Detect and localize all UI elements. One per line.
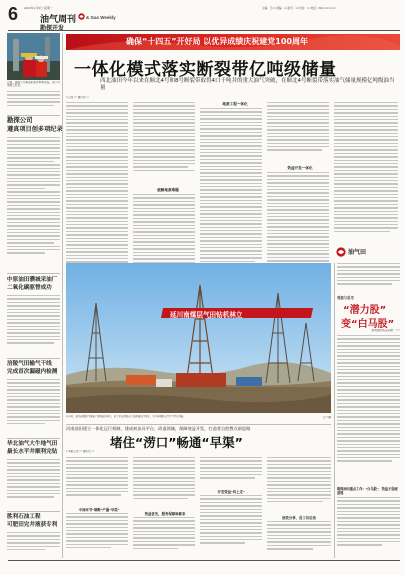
- story5-subhead: 可肥田完井液获专利: [7, 522, 58, 528]
- paper-name: 油气周刊: [40, 15, 77, 25]
- lower-col-3: [200, 457, 262, 487]
- lower-subhead-3: 开发效益“向上走”: [217, 490, 245, 494]
- lead-headline: 一体化模式落实断裂带亿吨级储量: [74, 60, 337, 80]
- main-photo: [66, 263, 331, 413]
- photo-credit: 石××摄: [322, 416, 331, 419]
- lower-col-4b: [267, 521, 331, 558]
- lead-byline: □ 记者 ×× 通讯员 ××: [66, 96, 89, 99]
- lower-body: [66, 455, 331, 558]
- divider: [7, 358, 60, 359]
- story1-subhead: 遵真项目创多项纪录: [7, 126, 63, 133]
- story2-headline: 中原油田濮城采油厂: [7, 277, 58, 283]
- story5-body: [7, 532, 60, 558]
- right-column: [337, 263, 400, 558]
- lead-col-4: [267, 102, 329, 164]
- essay-byline: 胜利油田孤岛采油厂 ×××: [371, 329, 400, 332]
- left-column: [7, 33, 63, 558]
- lead-section-2: 地质工程一体化: [222, 102, 248, 106]
- essay-body-2: [337, 497, 400, 558]
- right-top-headline: 油气田: [348, 249, 367, 256]
- lower-col-4: [267, 457, 331, 513]
- story3-body: [7, 379, 60, 437]
- lead-col-1: [66, 102, 128, 290]
- lower-subhead-1: 中间环节“堵断”产量“早渠”: [78, 508, 120, 512]
- story2-body: [7, 295, 60, 357]
- story1-headline: 勘探公司: [7, 117, 33, 124]
- sinopec-logo-icon: [336, 247, 346, 257]
- essay-body: [337, 335, 400, 485]
- essay-kicker: 勘探油田重点工作：“白马股”，效益才是硬道理: [337, 487, 398, 495]
- lead-section-1: 破解地质难题: [157, 188, 179, 192]
- lead-col-2: [133, 102, 195, 186]
- lower-col-2: [133, 457, 195, 509]
- masthead-rule: [8, 30, 400, 31]
- lower-col-1b: [66, 513, 128, 558]
- section-name: 勘探开发: [40, 25, 65, 32]
- lead-col-5: [334, 102, 398, 262]
- essay-title-top: “潜力股”: [343, 305, 387, 316]
- lower-subhead-4: 放效分享，员工有后劲: [282, 516, 316, 520]
- lower-subhead-2: 效益优先，服务保障谁都来: [144, 512, 186, 516]
- weekly-tag: & Gas Weekly: [86, 15, 116, 20]
- sinopec-logo-icon: [78, 13, 85, 20]
- page-number: 6: [8, 4, 19, 24]
- story5-headline: 胜利石油工程: [7, 514, 41, 520]
- footer-rule: [8, 560, 400, 561]
- divider: [66, 424, 331, 425]
- divider: [7, 438, 60, 439]
- story4-subhead: 最长水平井顺利完钻: [7, 449, 58, 455]
- editor-line: 主编：王×× 责编：×× 版式：×× 校对：×× 电话：010-××××××××: [262, 7, 336, 10]
- lower-col-1: [66, 457, 128, 505]
- left-photo-caption-lines: [7, 91, 60, 113]
- lead-section-3: 效益开发一体化: [287, 166, 313, 170]
- photo-caption-body: 2月4日，延川南煤层气田施工现场钻机林立，员工正在紧张有序地开展钻井作业，为今年增储上产打下坚实基础。: [66, 415, 186, 418]
- lower-byline: □ 本报记者 ×× 通讯员 ××: [66, 450, 95, 453]
- divider: [7, 273, 60, 274]
- lower-col-3b: [200, 495, 262, 558]
- lower-kicker: 河南油田建立一体化运行机制，建成初步具平台，改造领域，保障效益开发，打造者自挖教点新思路: [66, 426, 251, 431]
- lead-subhead: 西北油田今年以来在顺北4号和8号断裂带取得4口千吨井的重大油气突破，在顺北4号断裂带落实油气储量规模亿吨级油当量: [100, 78, 395, 92]
- story3-subhead: 完成首次漏磁内检测: [7, 369, 58, 375]
- photo-caption-title: 延川南煤层气田钻机林立: [170, 311, 243, 319]
- masthead: [0, 0, 405, 30]
- story3-headline: 涪陵气田输气干线: [7, 361, 52, 367]
- lower-col-2b: [133, 517, 195, 558]
- banner-text: 确保“十四五”开好局 以优异成绩庆祝建党100周年: [126, 37, 308, 46]
- story1-body: [7, 137, 60, 271]
- divider: [7, 115, 60, 116]
- divider: [7, 511, 60, 512]
- right-news-header: [336, 245, 400, 261]
- right-box-label: 观察与思考: [337, 296, 354, 300]
- story2-subhead: 二氧化碳驱替成功: [7, 285, 52, 291]
- left-photo-caption: 日前，勘探公司承钻的某井顺利完钻，创下多项施工纪录。: [7, 81, 60, 88]
- essay-title-bottom: 变“白马股”: [341, 319, 395, 330]
- story4-headline: 华北油气大牛地气田: [7, 441, 58, 447]
- top-banner: [66, 34, 400, 50]
- lower-headline: 堵住“涝口”畅通“早渠”: [110, 435, 243, 450]
- right-top-body: [337, 263, 400, 293]
- date-line: 2023年1月9日 星期一: [24, 6, 53, 10]
- column-divider: [334, 263, 335, 558]
- left-photo: [7, 33, 60, 80]
- story4-body: [7, 459, 60, 511]
- column-divider: [62, 33, 63, 558]
